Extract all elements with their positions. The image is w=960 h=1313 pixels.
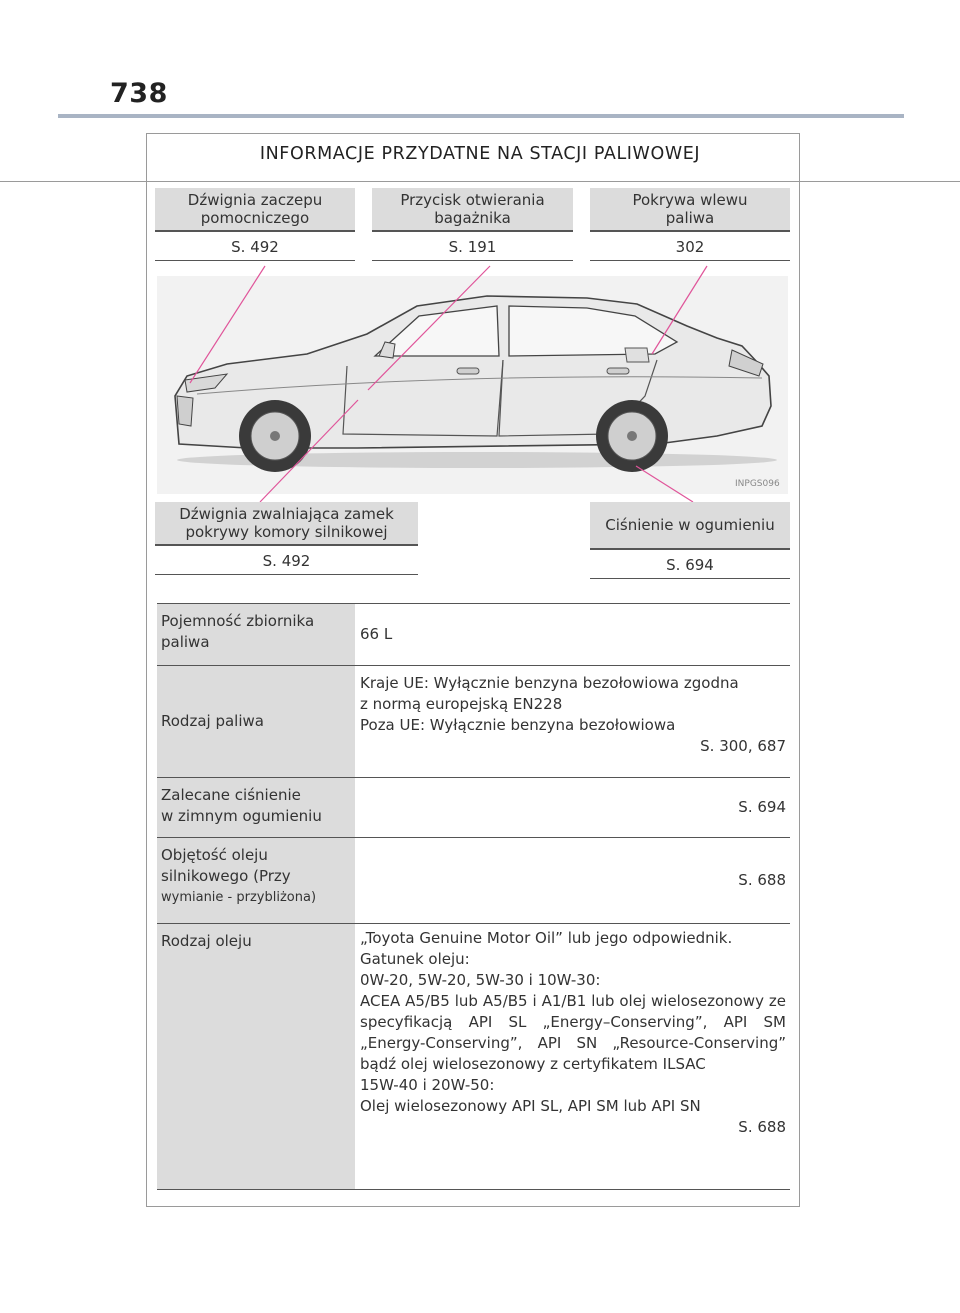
title-divider [0, 181, 960, 182]
label-line: Zalecane ciśnienie [161, 786, 301, 804]
rear-hub [627, 431, 637, 441]
image-code: INPGS096 [735, 479, 780, 489]
value-line: Kraje UE: Wyłącznie benzyna bezołowiowa zgodna [360, 674, 739, 692]
callout-label [590, 188, 790, 232]
value-line: 0W-20, 5W-20, 5W-30 i 10W-30: [360, 971, 601, 989]
page-number: 738 [110, 78, 168, 109]
rear-door-handle [607, 368, 629, 374]
callout-auxiliary-catch [155, 188, 355, 261]
spec-row-tank [157, 604, 790, 666]
label-line: Rodzaj paliwa [161, 712, 264, 730]
label-line: pomocniczego [200, 209, 310, 227]
label-line: Pokrywa wlewu [632, 191, 748, 209]
spec-label [157, 924, 355, 1189]
label-line: wymianie - przybliżona) [161, 890, 317, 905]
value-line: Poza UE: Wyłącznie benzyna bezołowiowa [360, 716, 676, 734]
grille [177, 396, 193, 426]
spec-value [355, 924, 790, 1189]
label-line: paliwa [665, 209, 715, 227]
spec-row-fuel-type [157, 666, 790, 778]
callout-tire-pressure [590, 502, 790, 579]
spec-value [355, 666, 790, 777]
value-line: „Toyota Genuine Motor Oil” lub jego odpowiednik. [360, 929, 733, 947]
spec-value [355, 778, 790, 837]
value-line: Olej wielosezonowy API SL, API SM lub API SN [360, 1097, 701, 1115]
callout-hood-release [155, 502, 418, 575]
page-reference: 302 [590, 232, 790, 261]
spec-value [355, 604, 790, 665]
header-rule [58, 114, 904, 118]
car-illustration [157, 276, 788, 494]
label-line: Dźwignia zwalniająca zamek [179, 505, 394, 523]
spec-label [157, 838, 355, 923]
label-line: Objętość oleju [161, 846, 268, 864]
label-line: paliwa [161, 633, 210, 651]
callout-label [590, 502, 790, 550]
label-line: w zimnym ogumieniu [161, 807, 322, 825]
value-paragraph: ACEA A5/B5 lub A5/B5 i A1/B1 lub olej wielosezonowy ze specyfikacją API SL „Energy–Conserving”, API SM „Energy-Conserving”, API SN „Resource-Conserving” bądź olej wielosezonowy z certyfikatem ILSAC [360, 992, 786, 1073]
section-title: INFORMACJE PRZYDATNE NA STACJI PALIWOWEJ [259, 144, 701, 164]
page-reference: S. 688 [738, 1118, 786, 1136]
page-reference: S. 492 [155, 546, 418, 575]
label-line: Rodzaj oleju [161, 932, 252, 950]
front-door-handle [457, 368, 479, 374]
callout-trunk-button [372, 188, 573, 261]
callout-label [155, 502, 418, 546]
spec-table [157, 603, 790, 1190]
callout-label [372, 188, 573, 232]
page-reference: S. 694 [738, 798, 786, 816]
page-reference: S. 492 [155, 232, 355, 261]
spec-value [355, 838, 790, 923]
callout-fuel-door [590, 188, 790, 261]
spec-label [157, 666, 355, 777]
label-line: silnikowego (Przy [161, 867, 291, 885]
spec-label [157, 604, 355, 665]
spec-label [157, 778, 355, 837]
page-reference: S. 694 [590, 550, 790, 579]
label-line: Ciśnienie w ogumieniu [605, 516, 775, 534]
value-line: z normą europejską EN228 [360, 695, 563, 713]
spec-row-oil-type [157, 924, 790, 1190]
spec-row-oil-capacity [157, 838, 790, 924]
page-reference: S. 191 [372, 232, 573, 261]
tank-capacity-value: 66 L [360, 625, 393, 643]
page-reference: S. 688 [738, 871, 786, 889]
front-hub [270, 431, 280, 441]
label-line: Dźwignia zaczepu [187, 191, 323, 209]
page-reference: S. 300, 687 [700, 737, 786, 755]
label-line: pokrywy komory silnikowej [185, 523, 388, 541]
value-line: Gatunek oleju: [360, 950, 470, 968]
value-line: 15W-40 i 20W-50: [360, 1076, 495, 1094]
car-side-view [157, 276, 788, 494]
spec-row-tire-pressure [157, 778, 790, 838]
callout-label [155, 188, 355, 232]
label-line: Przycisk otwierania [400, 191, 545, 209]
label-line: bagażnika [434, 209, 511, 227]
label-line: Pojemność zbiornika [161, 612, 315, 630]
fuel-door-shape [625, 348, 649, 362]
